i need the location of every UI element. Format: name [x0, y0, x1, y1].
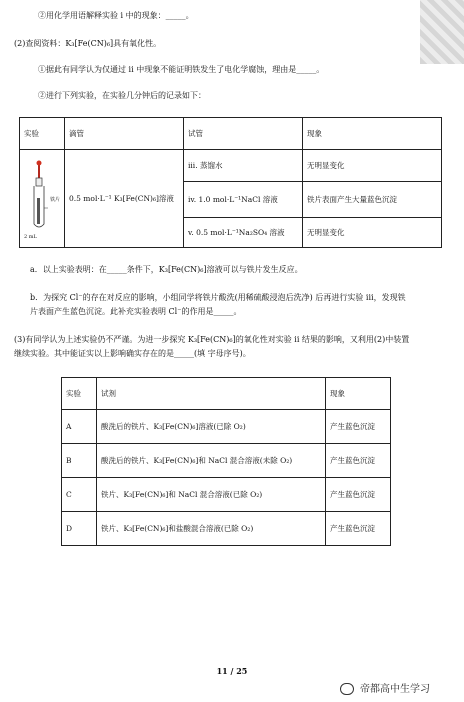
line-2: (2)查阅资料：K₃[Fe(CN)₆]具有氧化性。: [14, 39, 162, 48]
iron-strip-label: 铁片: [49, 196, 60, 203]
blurred-corner: [420, 0, 464, 64]
apparatus-cell: [20, 150, 65, 248]
reagent-cell: 酸洗后的铁片、K₃[Fe(CN)₆]和 NaCl 混合溶液(未除 O₂): [97, 444, 326, 478]
row-id: B: [62, 444, 97, 478]
wechat-icon: [340, 683, 354, 695]
tube-cell: iv. 1.0 mol·L⁻¹NaCl 溶液: [184, 182, 303, 218]
header-cell: 实验: [62, 378, 97, 410]
header-cell: 试管: [184, 118, 303, 150]
line-6b: 片表面产生蓝色沉淀。此补充实验表明 Cl⁻的作用是_____。: [30, 307, 242, 316]
line-4: ②进行下列实验，在实验几分钟后的记录如下：: [38, 91, 206, 100]
row-id: C: [62, 478, 97, 512]
line-3: ①据此有同学认为仅通过 ii 中现象不能证明铁发生了电化学腐蚀，理由是_____。: [38, 65, 325, 74]
page-number: 11 / 25: [216, 666, 248, 676]
result-cell: 产生蓝色沉淀: [326, 512, 391, 546]
result-cell: 无明显变化: [303, 150, 442, 182]
line-1: ②用化学用语解释实验 i 中的现象：_____。: [38, 11, 194, 20]
volume-label: 2 mL: [24, 233, 37, 240]
result-cell: 产生蓝色沉淀: [326, 410, 391, 444]
watermark-text: 帝都高中生学习: [360, 684, 430, 695]
tube-cell: iii. 蒸馏水: [184, 150, 303, 182]
result-cell: 产生蓝色沉淀: [326, 444, 391, 478]
line-7a: (3)有同学认为上述实验仍不严谨。为进一步探究 K₃[Fe(CN)₆]的氧化性对实验 ii 结果的影响，又利用(2)中装置: [14, 335, 410, 344]
result-cell: 铁片表面产生大量蓝色沉淀: [303, 182, 442, 218]
line-5: a．以上实验表明：在_____条件下，K₃[Fe(CN)₆]溶液可以与铁片发生反应。: [30, 265, 303, 274]
header-cell: 滴管: [65, 118, 184, 150]
watermark: [340, 680, 430, 695]
experiment-table-2: [61, 377, 391, 546]
reagent-cell: 铁片、K₃[Fe(CN)₆]和 NaCl 混合溶液(已除 O₂): [97, 478, 326, 512]
header-cell: 试剂: [97, 378, 326, 410]
experiment-table-1: [19, 117, 442, 248]
header-cell: 实验: [20, 118, 65, 150]
header-cell: 现象: [326, 378, 391, 410]
dropper-cell: 0.5 mol·L⁻¹ K₃[Fe(CN)₆]溶液: [65, 150, 184, 248]
result-cell: 产生蓝色沉淀: [326, 478, 391, 512]
reagent-cell: 铁片、K₃[Fe(CN)₆]和盐酸混合溶液(已除 O₂): [97, 512, 326, 546]
reagent-cell: 酸洗后的铁片、K₃[Fe(CN)₆]溶液(已除 O₂): [97, 410, 326, 444]
tube-cell: v. 0.5 mol·L⁻¹Na₂SO₄ 溶液: [184, 218, 303, 248]
row-id: A: [62, 410, 97, 444]
line-7b: 继续实验。其中能证实以上影响确实存在的是_____(填 字母序号)。: [14, 349, 251, 358]
row-id: D: [62, 512, 97, 546]
result-cell: 无明显变化: [303, 218, 442, 248]
header-cell: 现象: [303, 118, 442, 150]
line-6a: b．为探究 Cl⁻的存在对反应的影响，小组同学将铁片酸洗(用稀硫酸浸泡后洗净) 后再进行实验 iii，发现铁: [30, 293, 406, 302]
